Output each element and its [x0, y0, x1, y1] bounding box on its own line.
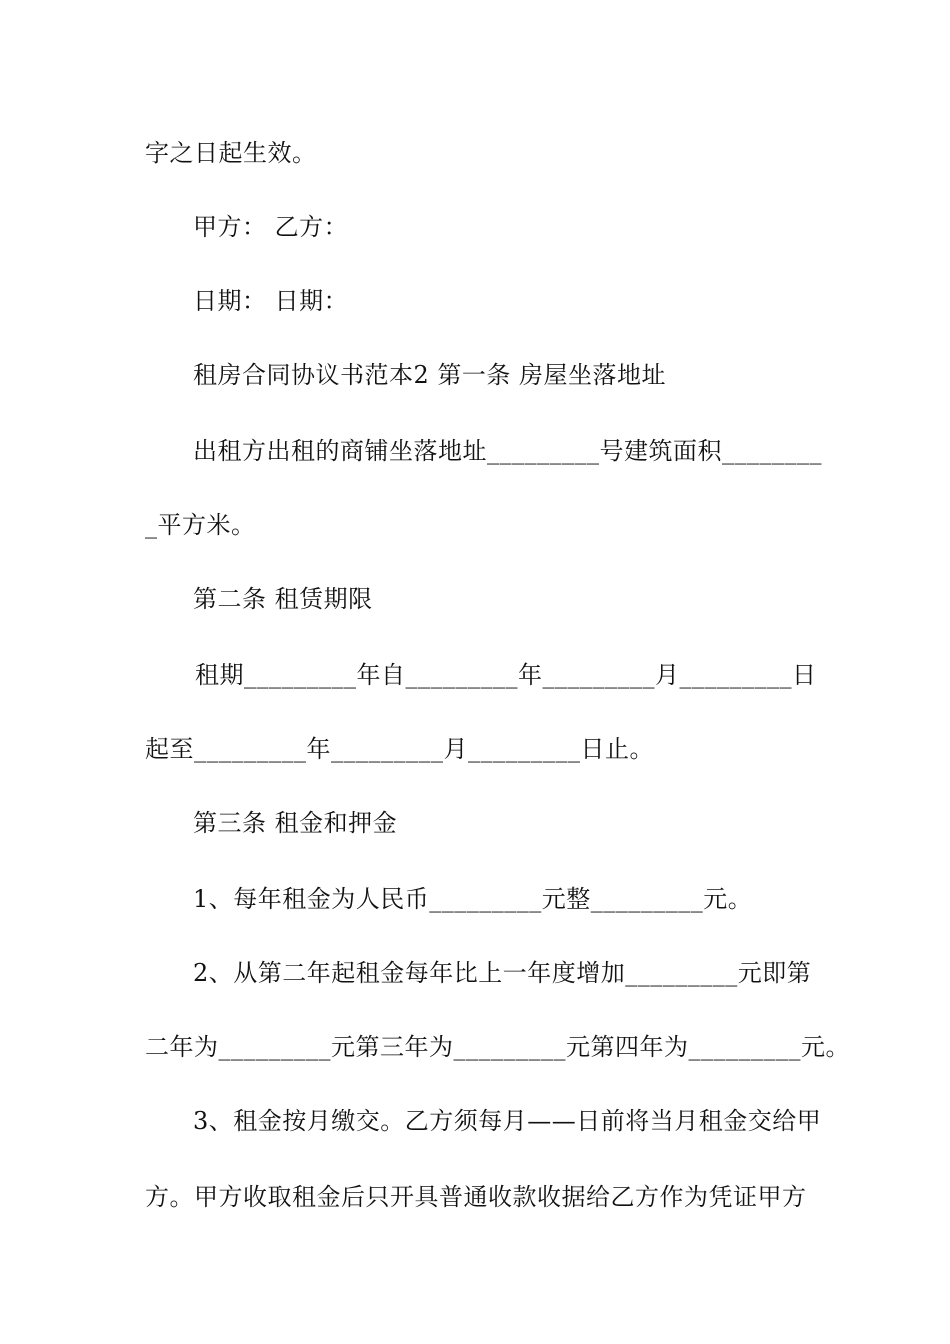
rent-item-1: 1、每年租金为人民币_________元整_________元。 [193, 885, 753, 913]
area-line: _平方米。 [145, 511, 256, 539]
term-line-1: 租期_________年自_________年_________月_________日 [195, 661, 817, 689]
address-line: 出租方出租的商铺坐落地址_________号建筑面积________ [193, 437, 822, 465]
section-3-heading: 第三条 租金和押金 [193, 809, 398, 837]
rent-item-2-line-1: 2、从第二年起租金每年比上一年度增加_________元即第 [193, 959, 812, 987]
contract-title-line: 租房合同协议书范本2 第一条 房屋坐落地址 [193, 361, 667, 389]
rent-item-3-line-2: 方。甲方收取租金后只开具普通收款收据给乙方作为凭证甲方 [145, 1183, 807, 1211]
rent-item-3-line-1: 3、租金按月缴交。乙方须每月——日前将当月租金交给甲 [193, 1107, 822, 1135]
text-line-1: 字之日起生效。 [145, 139, 317, 167]
section-2-heading: 第二条 租赁期限 [193, 585, 373, 613]
rent-item-2-line-2: 二年为_________元第三年为_________元第四年为_________元。 [145, 1033, 850, 1061]
signature-dates-line: 日期： 日期： [193, 287, 349, 315]
signature-parties-line: 甲方： 乙方： [193, 213, 349, 241]
term-line-2: 起至_________年_________月_________日止。 [145, 735, 654, 763]
